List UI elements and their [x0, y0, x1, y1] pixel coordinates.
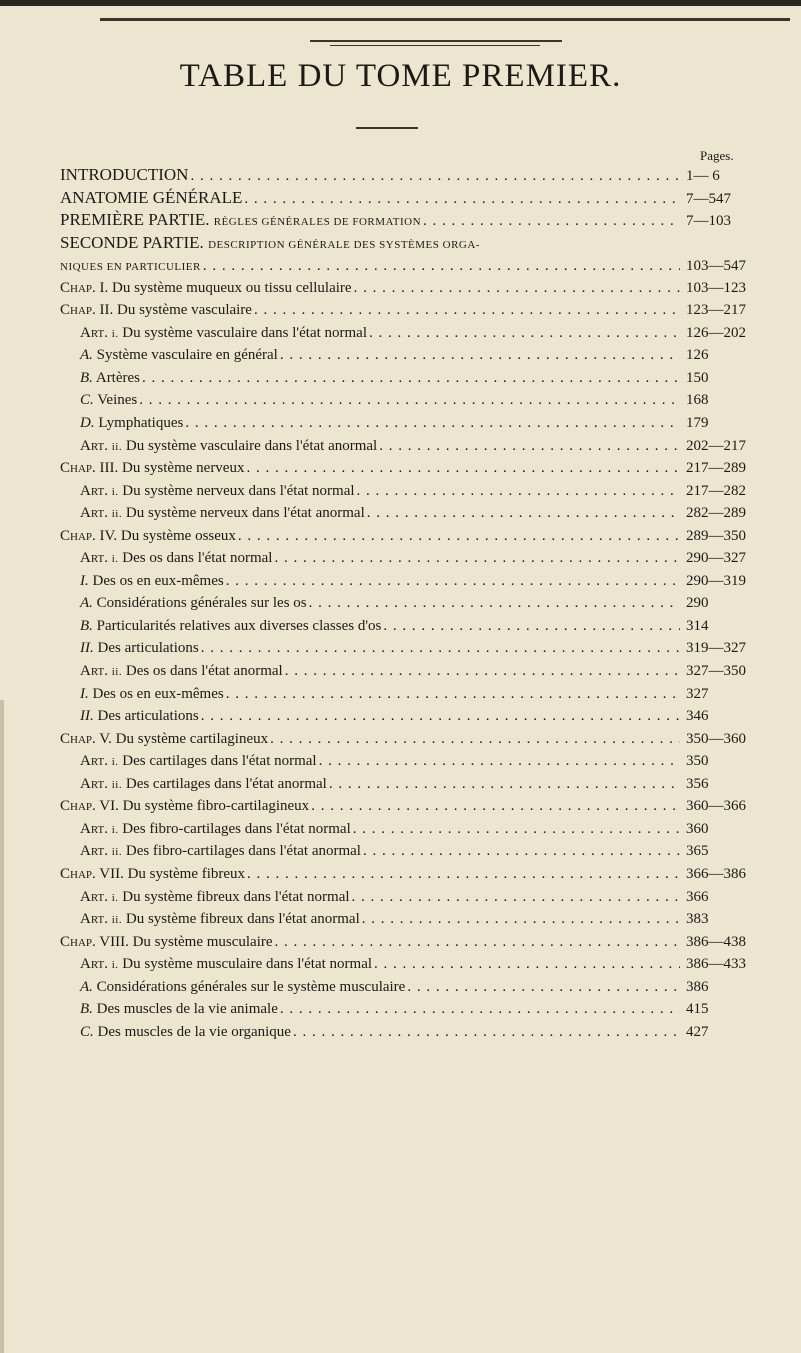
dot-leader [201, 705, 680, 728]
toc-entry [60, 976, 778, 999]
entry-title: Des os dans l'état normal [122, 550, 273, 567]
dot-leader [247, 863, 680, 886]
toc-entry-label [60, 457, 244, 480]
toc-entry-label [80, 547, 272, 571]
toc-entry [60, 525, 778, 548]
toc-entry [60, 389, 778, 412]
entry-key: A. [80, 978, 93, 995]
entry-key: B. [80, 369, 93, 386]
toc-entry-label [60, 863, 245, 886]
toc-entry [60, 502, 778, 525]
entry-number: ii. [111, 440, 123, 453]
page-range: 327—350 [686, 663, 746, 680]
toc-entry-label [80, 886, 350, 910]
toc-entry [60, 840, 778, 863]
toc-entry-label [60, 209, 421, 234]
page-range: 290—327 [686, 550, 746, 567]
toc-entry-label [60, 299, 252, 322]
entry-prefix: Art. [80, 753, 108, 770]
entry-key: B. [80, 1001, 93, 1018]
toc-entry-label [60, 931, 273, 954]
entry-title: III. Du système nerveux [99, 460, 245, 477]
entry-prefix: Chap. [60, 460, 96, 477]
page-range: 126—202 [686, 324, 746, 341]
dot-leader [185, 412, 680, 435]
entry-number: ii. [111, 846, 123, 859]
toc-entry-label [80, 502, 365, 526]
entry-number: i. [111, 959, 119, 972]
entry-prefix: Chap. [60, 933, 96, 950]
toc-entry [60, 457, 778, 480]
entry-key: II. [80, 708, 94, 725]
page-range: 217—289 [686, 460, 746, 477]
entry-title: Du système nerveux dans l'état normal [122, 482, 355, 499]
dot-leader [274, 547, 680, 570]
toc-entry [60, 344, 778, 367]
entry-title: INTRODUCTION [60, 165, 189, 184]
toc-entry [60, 773, 778, 796]
entry-key: A. [80, 347, 93, 364]
toc-entry-label [80, 683, 224, 706]
toc-entry [60, 254, 778, 277]
entry-title: Du système vasculaire dans l'état normal [122, 324, 368, 341]
entry-prefix: Chap. [60, 798, 96, 815]
entry-title: Du système musculaire dans l'état normal [122, 956, 373, 973]
toc-entry [60, 209, 778, 232]
entry-subtitle: RÈGLES GÉNÉRALES DE FORMATION [213, 216, 422, 229]
toc-entry [60, 480, 778, 503]
dot-leader [226, 683, 680, 706]
toc-entry [60, 164, 778, 187]
toc-entry-label [80, 435, 377, 459]
page-range: 360 [686, 820, 709, 837]
toc-entry [60, 570, 778, 593]
page-range: 386 [686, 978, 709, 995]
entry-title: Lymphatiques [98, 415, 184, 432]
toc-entry-label [60, 164, 188, 187]
toc-entry [60, 953, 778, 976]
dot-leader [423, 210, 680, 233]
toc-entry-label [60, 232, 480, 257]
toc-entry-label [60, 728, 268, 751]
entry-title: PREMIÈRE PARTIE. [60, 210, 210, 230]
entry-title: Du système fibreux dans l'état anormal [125, 911, 360, 928]
toc-entry-label [80, 660, 283, 684]
dot-leader [354, 277, 680, 300]
entry-title: SECONDE PARTIE. [60, 232, 204, 252]
toc-entry-label [80, 367, 140, 390]
toc-entry-label [80, 750, 317, 774]
dot-leader [407, 976, 680, 999]
entry-prefix: Art. [80, 482, 108, 499]
toc-entry [60, 705, 778, 728]
entry-key: I. [80, 685, 89, 702]
entry-prefix: Art. [80, 775, 108, 792]
page-range: 360—366 [686, 798, 746, 815]
toc-entry [60, 931, 778, 954]
dot-leader [142, 367, 680, 390]
toc-entry-label [80, 322, 367, 346]
dot-leader [246, 457, 680, 480]
page-range: 366—386 [686, 865, 746, 882]
page-edge-shadow [0, 700, 4, 1353]
page-range: 314 [686, 617, 709, 634]
toc-entry-label [80, 412, 183, 435]
dot-leader [362, 908, 680, 931]
entry-title: Des fibro-cartilages dans l'état anormal [125, 843, 361, 860]
entry-title: Des muscles de la vie organique [97, 1023, 291, 1040]
toc-entry-label [80, 592, 307, 615]
entry-prefix: Art. [80, 888, 108, 905]
page-range: 282—289 [686, 505, 746, 522]
entry-prefix: Chap. [60, 865, 96, 882]
entry-prefix: Art. [80, 550, 108, 567]
entry-title: Des muscles de la vie animale [96, 1001, 278, 1018]
entry-title: Des articulations [97, 708, 199, 725]
toc-entry [60, 435, 778, 458]
toc-entry-label [80, 637, 199, 660]
entry-prefix: Art. [80, 437, 108, 454]
toc-entry [60, 547, 778, 570]
entry-number: i. [111, 553, 119, 566]
toc-entry [60, 1021, 778, 1044]
page-range: 289—350 [686, 527, 746, 544]
entry-key: I. [80, 572, 89, 589]
entry-number: i. [111, 823, 119, 836]
toc-entry [60, 637, 778, 660]
entry-title: Des os en eux-mêmes [92, 572, 224, 589]
dot-leader [254, 299, 680, 322]
toc-entry-label [80, 570, 224, 593]
entry-prefix: Chap. [60, 527, 96, 544]
toc-entry-label [80, 480, 355, 504]
toc-entry-label [60, 277, 352, 300]
toc-entry-label [80, 953, 372, 977]
toc-entry [60, 818, 778, 841]
entry-key: D. [80, 415, 95, 432]
toc-entry [60, 367, 778, 390]
entry-prefix: Art. [80, 956, 108, 973]
dot-leader [285, 660, 680, 683]
entry-title: Des cartilages dans l'état anormal [125, 775, 327, 792]
toc-entry [60, 232, 778, 255]
entry-prefix: Chap. [60, 730, 96, 747]
entry-prefix: Chap. [60, 302, 96, 319]
entry-title: Artères [95, 369, 141, 386]
entry-prefix: Art. [80, 911, 108, 928]
toc-entry [60, 750, 778, 773]
entry-title: Du système fibreux dans l'état normal [122, 888, 350, 905]
toc-entry [60, 795, 778, 818]
toc-entry-label [60, 525, 236, 548]
entry-number: i. [111, 327, 119, 340]
toc-entry-label [80, 389, 137, 412]
page-range: 290 [686, 595, 709, 612]
toc-entry [60, 886, 778, 909]
toc-entry-label [80, 818, 351, 842]
entry-key: A. [80, 595, 93, 612]
pages-column-label: Pages. [700, 148, 734, 163]
ornament-rule [310, 40, 562, 42]
header-rule [100, 18, 790, 21]
dot-leader [190, 165, 680, 188]
entry-prefix: Art. [80, 843, 108, 860]
dot-leader [352, 886, 680, 909]
page-range: 103—547 [686, 258, 746, 275]
page-range: 123—217 [686, 302, 746, 319]
page-range: 126 [686, 347, 709, 364]
dot-leader [374, 953, 680, 976]
toc-entry-label [80, 344, 278, 367]
toc-entry [60, 592, 778, 615]
page-range: 168 [686, 392, 709, 409]
toc-entry [60, 863, 778, 886]
toc-entry-label [80, 615, 381, 638]
dot-leader [363, 840, 680, 863]
entry-number: i. [111, 485, 119, 498]
page-range: 7—103 [686, 213, 731, 230]
entry-title: Du système nerveux dans l'état anormal [125, 505, 365, 522]
entry-key: C. [80, 1023, 94, 1040]
entry-title: VIII. Du système musculaire [99, 933, 273, 950]
page-range: 150 [686, 369, 709, 386]
dot-leader [369, 322, 680, 345]
entry-subtitle: NIQUES EN PARTICULIER [60, 261, 201, 274]
entry-prefix: Art. [80, 663, 108, 680]
toc-entry [60, 998, 778, 1021]
dot-leader [244, 188, 680, 211]
page-range: 327 [686, 685, 709, 702]
entry-title: Des os dans l'état anormal [125, 663, 283, 680]
dot-leader [357, 480, 680, 503]
toc-entry [60, 322, 778, 345]
page-range: 350 [686, 753, 709, 770]
entry-title: V. Du système cartilagineux [99, 730, 269, 747]
entry-title: Des cartilages dans l'état normal [122, 753, 317, 770]
entry-number: ii. [111, 778, 123, 791]
toc-entry [60, 908, 778, 931]
page-range: 103—123 [686, 279, 746, 296]
entry-number: ii. [111, 914, 123, 927]
entry-title: VII. Du système fibreux [99, 865, 246, 882]
entry-prefix: Art. [80, 324, 108, 341]
toc-entry [60, 660, 778, 683]
entry-title: Veines [97, 392, 138, 409]
entry-number: ii. [111, 666, 123, 679]
title-underline [356, 127, 418, 129]
toc-entry [60, 299, 778, 322]
entry-title: Du système vasculaire dans l'état anormal [125, 437, 378, 454]
entry-key: II. [80, 640, 94, 657]
entry-title: Système vasculaire en général [96, 347, 278, 364]
toc-entry-label [80, 976, 405, 999]
entry-title: Des articulations [97, 640, 199, 657]
entry-prefix: Art. [80, 505, 108, 522]
toc-entry [60, 187, 778, 210]
page-range: 179 [686, 415, 709, 432]
toc-entry [60, 615, 778, 638]
toc-entry-label [60, 795, 309, 818]
toc-entry [60, 683, 778, 706]
toc-entry-label [80, 773, 327, 797]
toc-entry-label [60, 187, 242, 210]
dot-leader [201, 637, 680, 660]
entry-number: ii. [111, 508, 123, 521]
dot-leader [280, 344, 680, 367]
entry-number: i. [111, 891, 119, 904]
entry-title: Particularités relatives aux diverses classes d'os [96, 617, 382, 634]
toc-entry-label [80, 1021, 291, 1044]
table-of-contents [60, 164, 778, 1043]
ornament-rule-thin [330, 45, 540, 46]
toc-entry-label [60, 254, 201, 279]
page-range: 356 [686, 775, 709, 792]
entry-title: Considérations générales sur le système musculaire [96, 978, 406, 995]
toc-entry-label [80, 840, 361, 864]
page-range: 366 [686, 888, 709, 905]
dot-leader [280, 998, 680, 1021]
entry-title: VI. Du système fibro-cartilagineux [99, 798, 310, 815]
entry-prefix: Art. [80, 820, 108, 837]
toc-entry-label [80, 705, 199, 728]
dot-leader [383, 615, 680, 638]
dot-leader [329, 773, 680, 796]
entry-number: i. [111, 756, 119, 769]
toc-entry-label [80, 908, 360, 932]
page-range: 383 [686, 911, 709, 928]
dot-leader [311, 795, 680, 818]
top-border [0, 0, 801, 6]
dot-leader [270, 728, 680, 751]
dot-leader [226, 570, 680, 593]
dot-leader [379, 435, 680, 458]
entry-title: I. Du système muqueux ou tissu cellulaire [99, 279, 352, 296]
entry-title: Des fibro-cartilages dans l'état normal [122, 820, 351, 837]
page-range: 217—282 [686, 482, 746, 499]
dot-leader [309, 592, 680, 615]
toc-entry [60, 728, 778, 751]
page-range: 365 [686, 843, 709, 860]
entry-title: Considérations générales sur les os [96, 595, 307, 612]
page-range: 386—433 [686, 956, 746, 973]
entry-subtitle: DESCRIPTION GÉNÉRALE DES SYSTÈMES ORGA- [208, 238, 480, 251]
dot-leader [353, 818, 680, 841]
entry-title: II. Du système vasculaire [99, 302, 252, 319]
dot-leader [139, 389, 680, 412]
entry-key: C. [80, 392, 94, 409]
dot-leader [293, 1021, 680, 1044]
entry-key: B. [80, 617, 93, 634]
toc-entry [60, 412, 778, 435]
entry-prefix: Chap. [60, 279, 96, 296]
page-range: 350—360 [686, 730, 746, 747]
dot-leader [319, 750, 680, 773]
page-range: 202—217 [686, 437, 746, 454]
page-range: 346 [686, 708, 709, 725]
page-range: 290—319 [686, 572, 746, 589]
dot-leader [203, 255, 680, 278]
entry-title: ANATOMIE GÉNÉRALE [60, 187, 243, 207]
toc-entry-label [80, 998, 278, 1021]
dot-leader [367, 502, 680, 525]
page-range: 1— 6 [686, 168, 720, 184]
dot-leader [238, 525, 680, 548]
page-range: 427 [686, 1023, 709, 1040]
page-range: 415 [686, 1001, 709, 1018]
dot-leader [275, 931, 680, 954]
page-range: 7—547 [686, 190, 731, 207]
page-range: 319—327 [686, 640, 746, 657]
entry-title: Des os en eux-mêmes [92, 685, 224, 702]
page-title: TABLE DU TOME PREMIER. [179, 58, 622, 94]
page-range: 386—438 [686, 933, 746, 950]
toc-entry [60, 277, 778, 300]
entry-title: IV. Du système osseux [99, 527, 236, 544]
